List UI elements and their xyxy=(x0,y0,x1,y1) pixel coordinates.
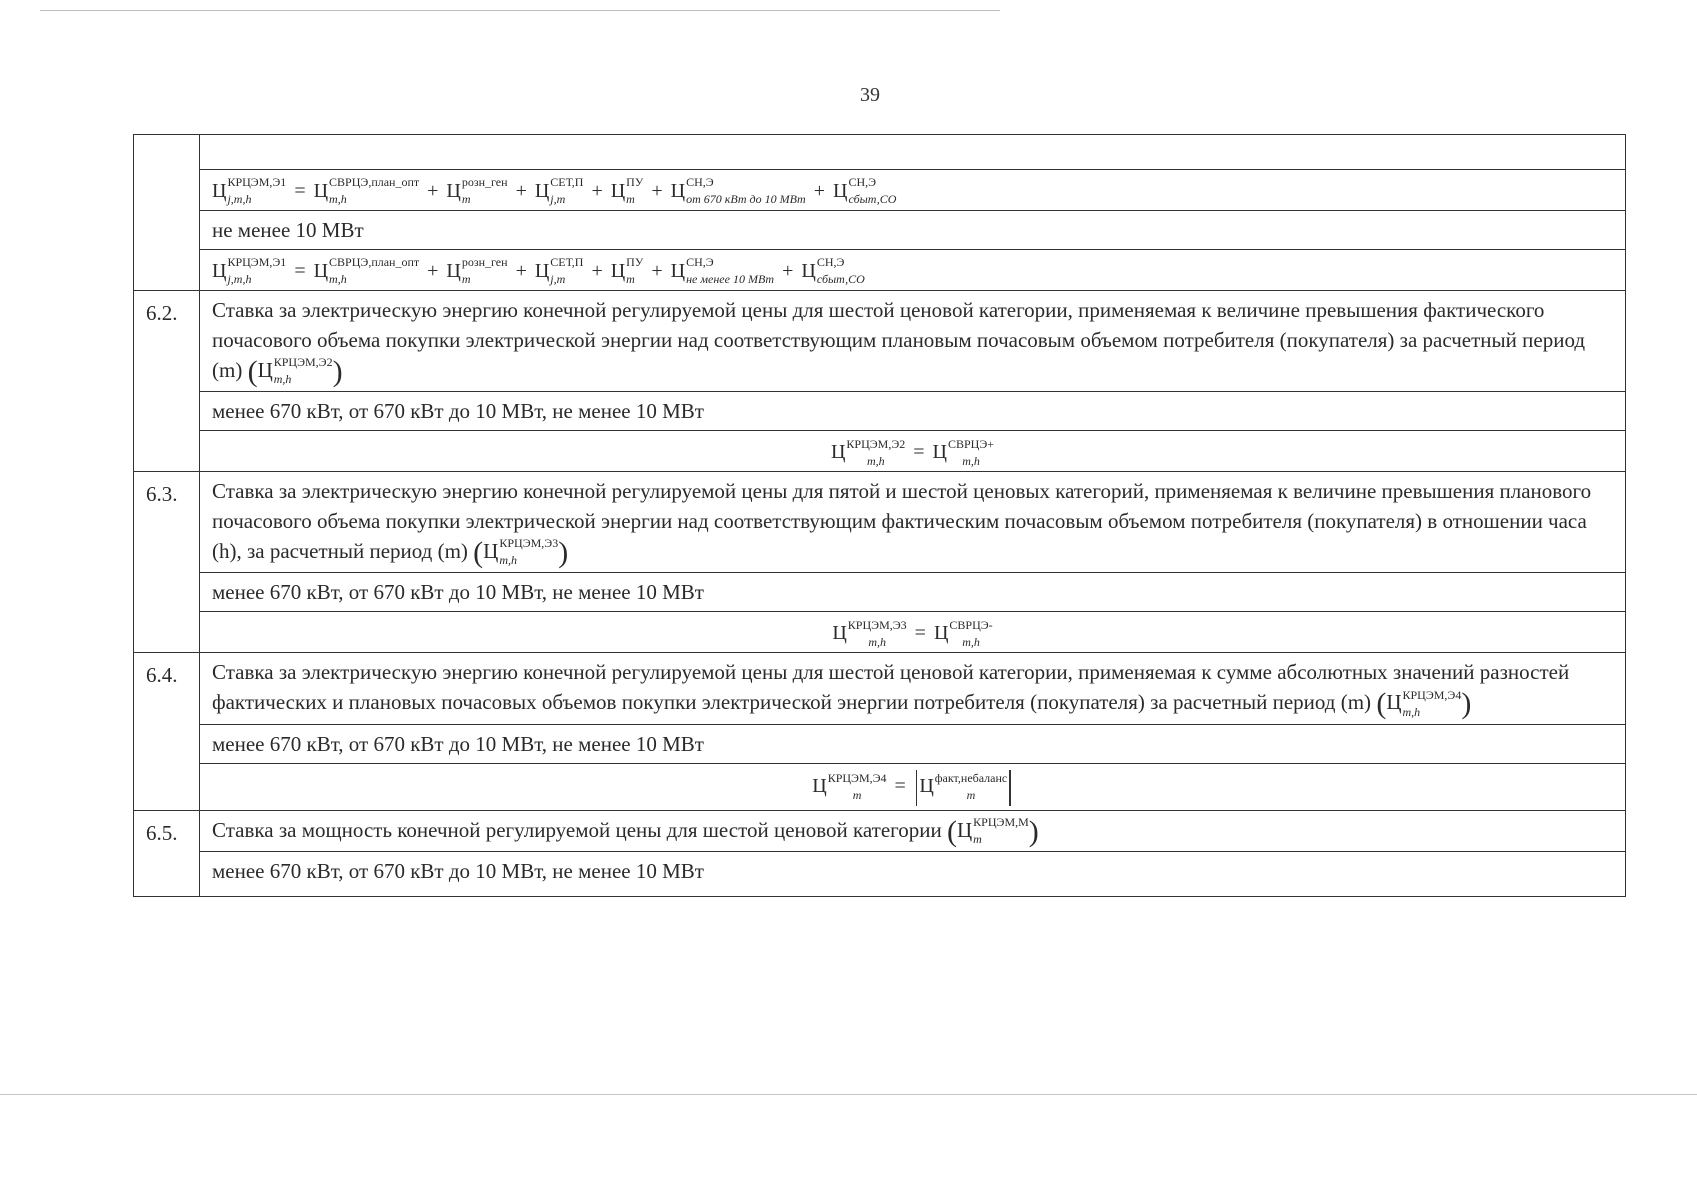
rate-symbol: (Ц КРЦЭМ,Э2 m,h ) xyxy=(247,355,343,389)
table-row-6-2 xyxy=(133,290,1626,471)
description-text: Ставка за электрическую энергию конечной регулируемой цены для шестой ценовой категории, применяемая к сумме абсолютных значений разностей фактических и плановых почасовых объемов покупки электрической энергии потребителя (покупателя) за расчетный период (m) xyxy=(212,660,1570,715)
row-body xyxy=(199,653,1626,809)
table-row-6-5 xyxy=(133,810,1626,896)
description-text: Ставка за электрическую энергию конечной регулируемой цены для пятой и шестой ценовых категорий, применяемая к величине превышения планового почасового объема покупки электрической энергии над соответствующим фактическим почасовым объемом потребителя (покупателя) в отношении часа (h), за расчетный период (m) xyxy=(212,479,1592,564)
formula-e2: Ц КРЦЭМ,Э2 m,h = Ц СВРЦЭ+ m,h xyxy=(830,436,995,468)
formula-e1-over-10mw: Ц КРЦЭМ,Э1 j,m,h = Ц СВРЦЭ,план_опт m,h + Ц розн_ген m + Ц СЕТ,П j,m + Ц ПУ m + Ц СН,Э не менее 10 МВт + Ц СН,Э сбыт,СО xyxy=(212,255,865,287)
row-number: 6.4. xyxy=(133,653,199,809)
description-cell xyxy=(200,472,1625,572)
table-row-6-3 xyxy=(133,471,1626,652)
subheader-cell: менее 670 кВт, от 670 кВт до 10 МВт, не менее 10 МВт xyxy=(200,851,1625,896)
row-number: 6.2. xyxy=(133,291,199,471)
formula-cell xyxy=(200,249,1625,290)
subheader-cell: не менее 10 МВт xyxy=(200,210,1625,249)
formula-e3: Ц КРЦЭМ,Э3 m,h = Ц СВРЦЭ- m,h xyxy=(832,617,993,649)
abs-bar-right xyxy=(1009,770,1011,806)
formula-cell xyxy=(200,763,1625,810)
table-row-continuation xyxy=(133,135,1626,290)
rate-symbol: (Ц КРЦЭМ,Э3 m,h ) xyxy=(473,536,569,570)
description-cell xyxy=(200,811,1625,851)
subheader-cell: менее 670 кВт, от 670 кВт до 10 МВт, не менее 10 МВт xyxy=(200,724,1625,763)
scan-top-line xyxy=(40,10,1000,11)
description-text: Ставка за мощность конечной регулируемой цены для шестой ценовой категории xyxy=(212,817,942,842)
row-number: 6.5. xyxy=(133,811,199,896)
row-body xyxy=(199,135,1626,290)
page-number: 39 xyxy=(860,84,880,106)
row-number-empty xyxy=(133,135,199,290)
table-row-6-4 xyxy=(133,652,1626,809)
scan-bottom-line xyxy=(0,1094,1697,1095)
formula-e1-from-670kw: Ц КРЦЭМ,Э1 j,m,h = Ц СВРЦЭ,план_опт m,h + Ц розн_ген m + Ц СЕТ,П j,m + Ц ПУ m + Ц СН,Э от 670 кВт до 10 МВт + Ц СН,Э сбыт,СО xyxy=(212,175,897,207)
row-body xyxy=(199,291,1626,471)
rate-symbol: (Ц КРЦЭМ,М m ) xyxy=(947,814,1039,848)
row-body xyxy=(199,472,1626,652)
description-text: Ставка за электрическую энергию конечной регулируемой цены для шестой ценовой категории, применяемая к величине превышения фактического почасового объема покупки электрической энергии над соответствующим плановым почасовым объемом потребителя (покупателя) за расчетный период (m) xyxy=(212,298,1586,382)
row-body xyxy=(199,811,1626,896)
formula-cell xyxy=(200,430,1625,471)
description-cell xyxy=(200,291,1625,391)
formula-cell xyxy=(200,611,1625,652)
tariff-table xyxy=(133,134,1626,897)
formula-cell xyxy=(200,169,1625,210)
row-number: 6.3. xyxy=(133,472,199,652)
empty-cell xyxy=(200,135,1625,169)
rate-symbol: (Ц КРЦЭМ,Э4 m,h ) xyxy=(1376,687,1472,721)
description-cell xyxy=(200,653,1625,723)
subheader-cell: менее 670 кВт, от 670 кВт до 10 МВт, не менее 10 МВт xyxy=(200,572,1625,611)
subheader-cell: менее 670 кВт, от 670 кВт до 10 МВт, не менее 10 МВт xyxy=(200,391,1625,430)
formula-e4: Ц КРЦЭМ,Э4 m = Ц факт,небаланс m xyxy=(812,775,1013,797)
abs-bar-left xyxy=(916,770,918,806)
